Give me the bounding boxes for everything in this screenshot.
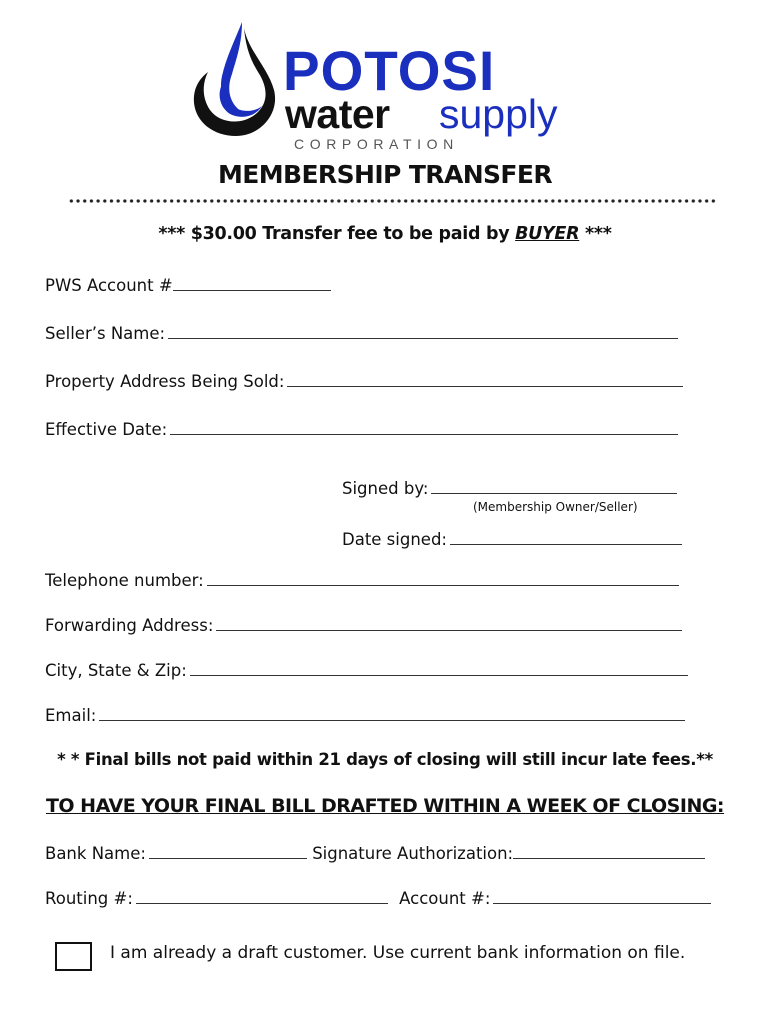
routing-account-row <box>45 891 711 908</box>
signature-authorization-field[interactable] <box>513 857 705 859</box>
dotted-divider <box>68 198 718 204</box>
property-address-row <box>45 374 683 391</box>
effective-date-row <box>45 422 678 439</box>
logo-corporation-text: CORPORATION <box>294 136 459 152</box>
logo-supply-text: supply <box>439 91 558 137</box>
draft-customer-checkbox[interactable] <box>55 942 92 971</box>
date-signed-row <box>342 532 682 549</box>
sellers-name-label: Seller’s Name: <box>45 324 166 343</box>
effective-date-label: Effective Date: <box>45 420 168 439</box>
forwarding-address-label: Forwarding Address: <box>45 616 214 635</box>
forwarding-address-field[interactable] <box>216 629 682 631</box>
logo-water-text: water <box>285 91 390 137</box>
routing-label: Routing #: <box>45 889 133 908</box>
signed-by-field[interactable] <box>431 492 677 494</box>
fee-suffix: *** <box>579 224 612 244</box>
form-title: MEMBERSHIP TRANSFER <box>217 160 553 189</box>
bank-name-field[interactable] <box>149 857 307 859</box>
email-row <box>45 708 685 725</box>
account-label: Account #: <box>399 889 491 908</box>
signed-by-row <box>342 481 677 498</box>
sellers-name-row <box>45 326 678 343</box>
routing-field[interactable] <box>136 902 388 904</box>
water-drop-logo-icon <box>186 20 286 140</box>
effective-date-field[interactable] <box>170 433 678 435</box>
date-signed-label: Date signed: <box>342 530 447 549</box>
email-field[interactable] <box>99 719 685 721</box>
city-state-zip-field[interactable] <box>190 674 688 676</box>
date-signed-field[interactable] <box>450 543 682 545</box>
draft-heading: TO HAVE YOUR FINAL BILL DRAFTED WITHIN A WEEK OF CLOSING: <box>45 795 725 817</box>
logo-potosi-text: POTOSI <box>283 39 496 102</box>
account-field[interactable] <box>493 902 711 904</box>
city-state-zip-label: City, State & Zip: <box>45 661 187 680</box>
late-fee-note: * * Final bills not paid within 21 days of closing will still incur late fees.** <box>57 750 713 769</box>
property-address-label: Property Address Being Sold: <box>45 372 285 391</box>
property-address-field[interactable] <box>287 385 683 387</box>
fee-buyer: BUYER <box>515 224 580 244</box>
company-logo <box>186 20 586 152</box>
draft-customer-label: I am already a draft customer. Use current bank information on file. <box>110 943 686 963</box>
pws-account-field[interactable] <box>173 289 331 291</box>
telephone-field[interactable] <box>207 584 679 586</box>
signed-by-caption: (Membership Owner/Seller) <box>473 500 638 514</box>
fee-prefix: *** $30.00 Transfer fee to be paid by <box>158 224 516 244</box>
telephone-row <box>45 573 679 590</box>
email-label: Email: <box>45 706 97 725</box>
pws-account-label: PWS Account # <box>45 276 173 295</box>
sellers-name-field[interactable] <box>168 337 678 339</box>
pws-account-row <box>45 278 331 295</box>
city-state-zip-row <box>45 663 688 680</box>
bank-name-label: Bank Name: <box>45 844 146 863</box>
forwarding-address-row <box>45 618 682 635</box>
signature-authorization-label: Signature Authorization: <box>312 844 514 863</box>
transfer-fee-notice <box>0 224 770 244</box>
bank-row <box>45 846 705 863</box>
signed-by-label: Signed by: <box>342 479 429 498</box>
telephone-label: Telephone number: <box>45 571 204 590</box>
